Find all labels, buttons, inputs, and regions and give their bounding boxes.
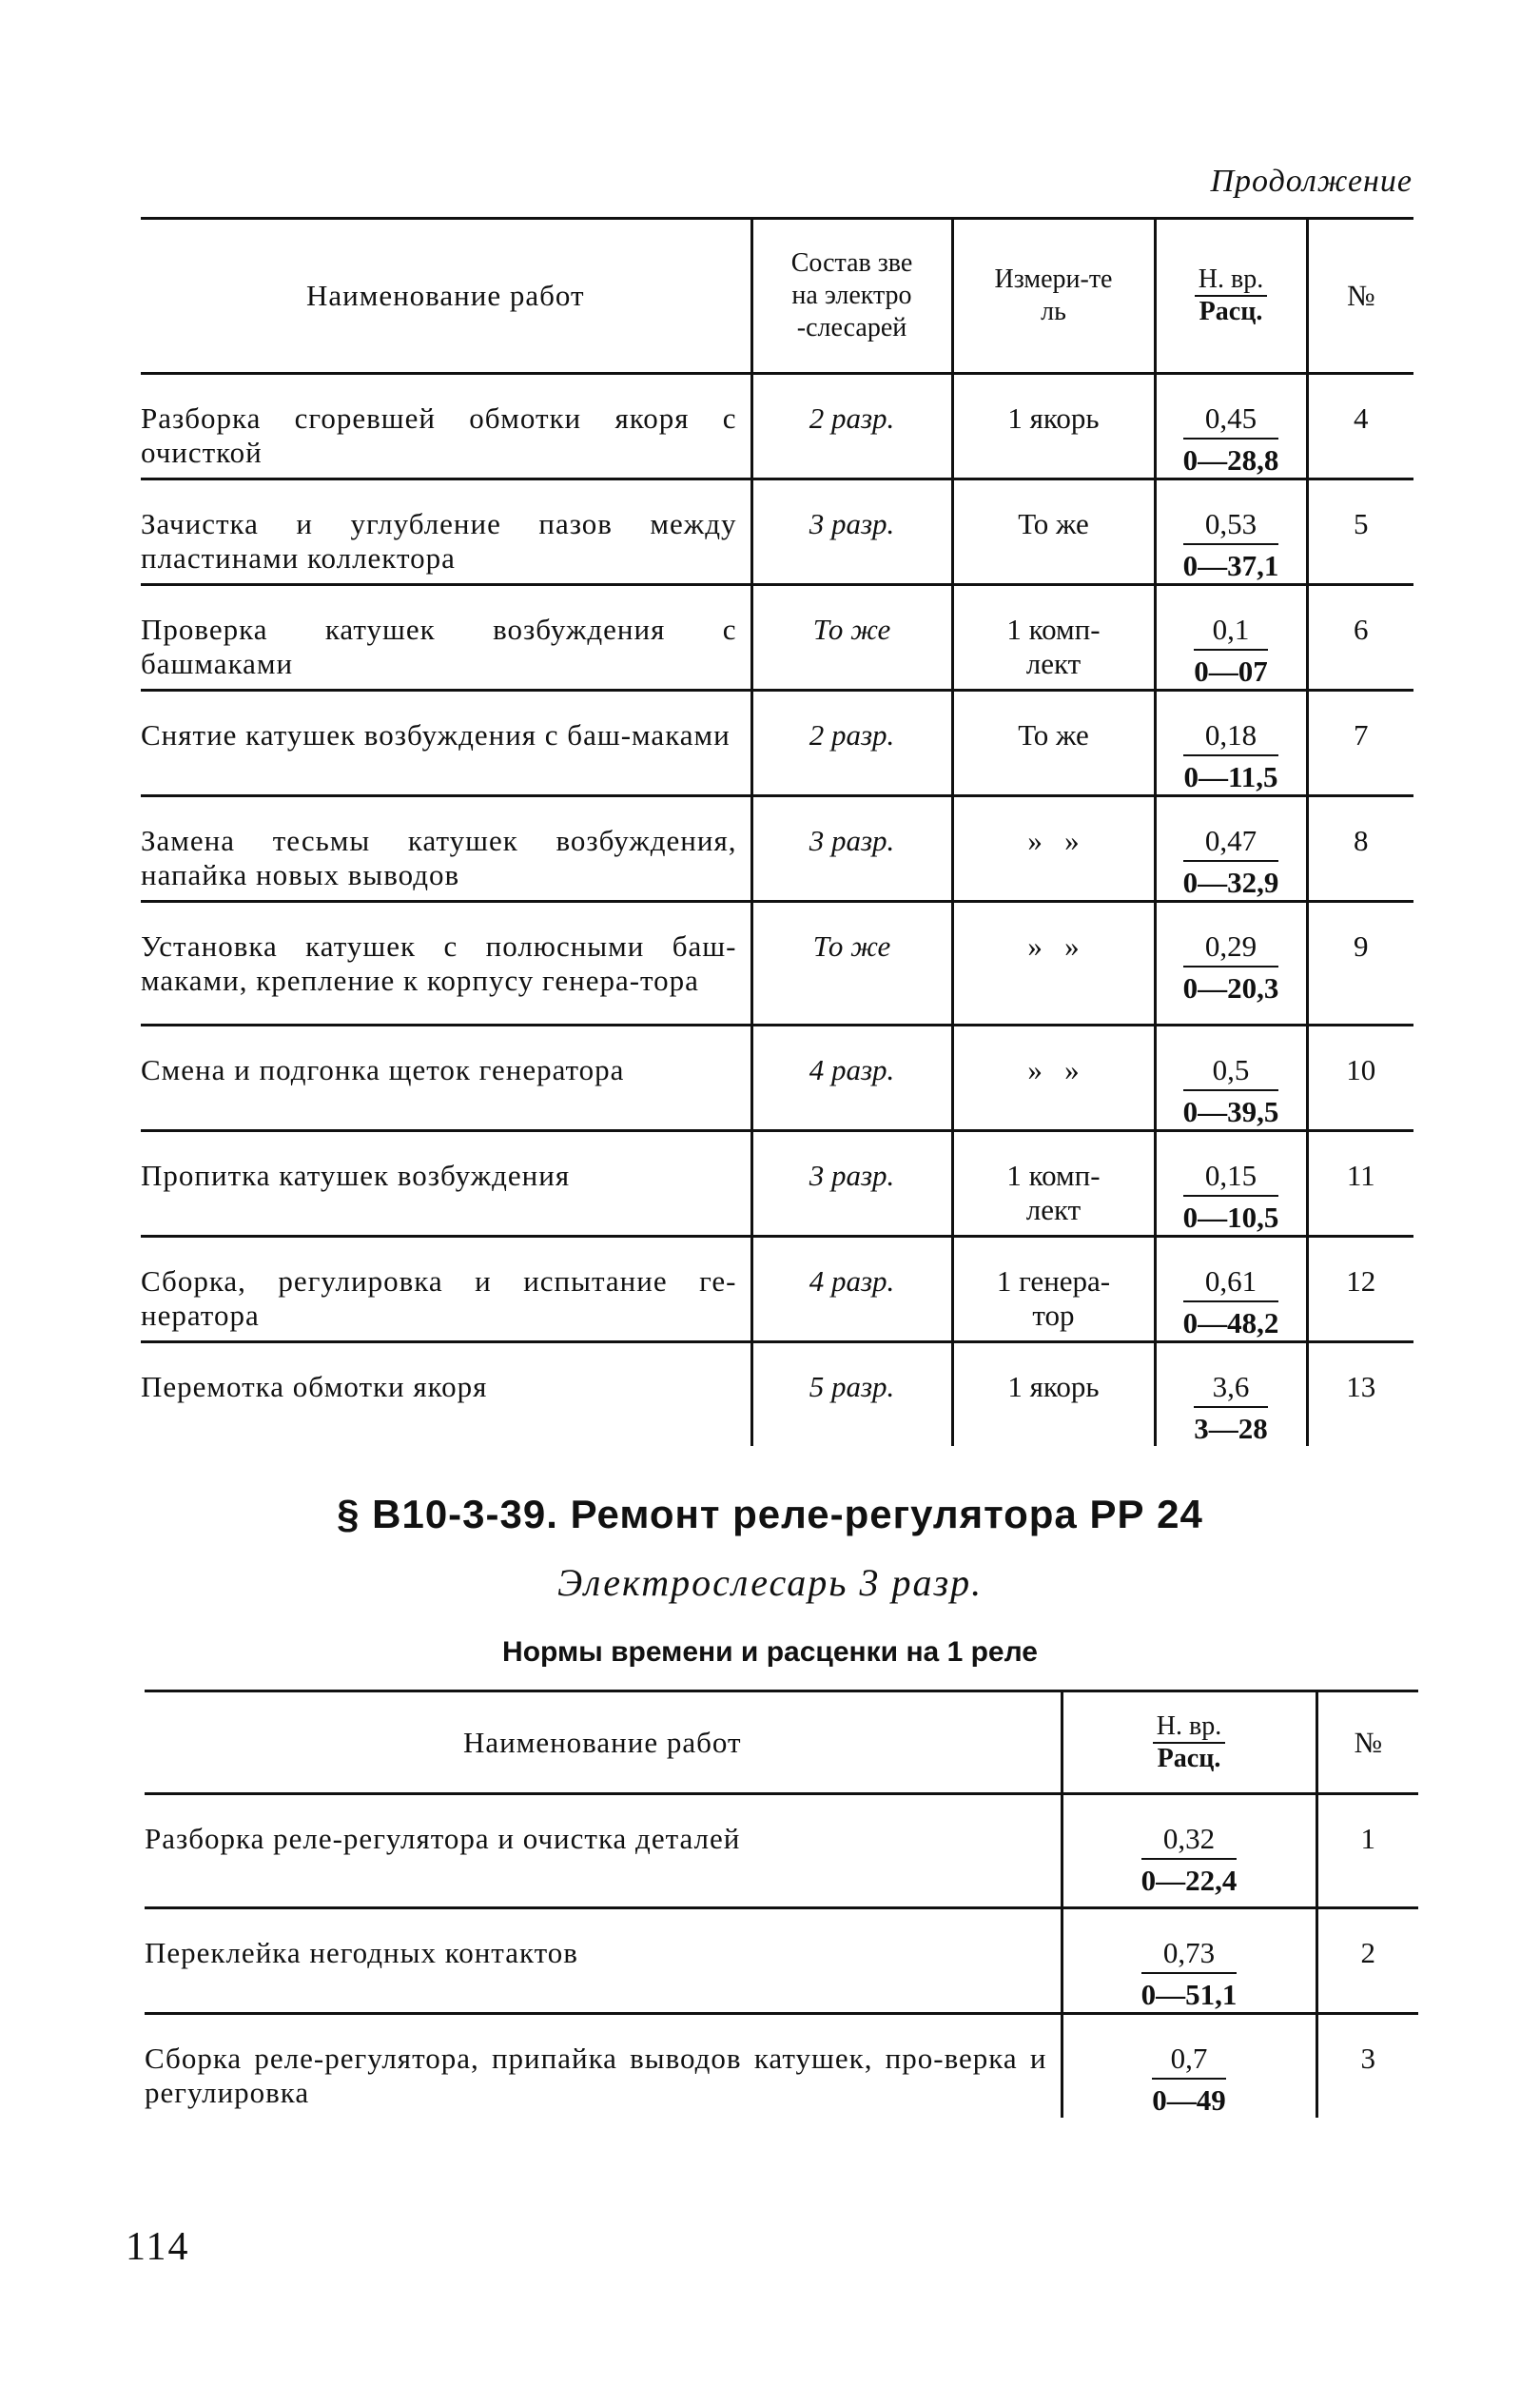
- crew-grade: 3 разр.: [751, 796, 952, 902]
- price: 0—51,1: [1140, 1978, 1238, 2011]
- row-number: 10: [1307, 1026, 1413, 1131]
- norms-title: Нормы времени и расценки на 1 реле: [502, 1636, 1038, 1668]
- crew-grade: То же: [751, 902, 952, 1026]
- time-norm: 0,18: [1183, 718, 1277, 756]
- row-number: 5: [1307, 479, 1413, 585]
- price: 0—37,1: [1182, 549, 1279, 582]
- price: 0—49: [1152, 2083, 1226, 2117]
- table-row: [141, 479, 1413, 585]
- rate-fraction: [1194, 1370, 1268, 1446]
- rate-fraction: [1183, 718, 1277, 794]
- time-norm: 0,7: [1152, 2042, 1226, 2080]
- row-number: 13: [1307, 1342, 1413, 1447]
- time-norm: 0,47: [1183, 824, 1279, 862]
- header-work-name: Наименование работ: [305, 279, 585, 312]
- rate-cell: [1062, 1794, 1316, 1908]
- row-number: 4: [1307, 374, 1413, 479]
- time-norm: 0,5: [1183, 1053, 1279, 1091]
- table-header-row: [141, 219, 1413, 374]
- work-name: Переклейка негодных контактов: [145, 1936, 578, 1969]
- header-crew-text: Состав звена электро-слесарей: [790, 248, 913, 342]
- crew-grade: 5 разр.: [751, 1342, 952, 1447]
- time-norm: 0,53: [1183, 507, 1279, 545]
- rate-fraction: [1183, 507, 1279, 583]
- row-number: 12: [1307, 1237, 1413, 1342]
- unit-text: » »: [1027, 824, 1080, 857]
- table-row: [141, 1342, 1413, 1447]
- time-norm: 0,73: [1141, 1936, 1238, 1974]
- rate-fraction: [1183, 1264, 1279, 1340]
- table-row: [141, 796, 1413, 902]
- work-name: Перемотка обмотки якоря: [141, 1370, 488, 1403]
- time-norm: 0,29: [1183, 929, 1279, 967]
- row-number: 8: [1307, 796, 1413, 902]
- rate-fraction: [1183, 1053, 1279, 1129]
- time-norm: 3,6: [1194, 1370, 1268, 1408]
- rate-cell: [1062, 2014, 1316, 2119]
- unit-cell: [952, 691, 1155, 796]
- row-number: 2: [1316, 1908, 1418, 2014]
- table-row: [141, 374, 1413, 479]
- work-name: Сборка, регулировка и испытание ге-нератора: [141, 1264, 737, 1332]
- price: 0—20,3: [1182, 971, 1279, 1005]
- rate-cell: [1155, 374, 1307, 479]
- rate-cell: [1155, 1026, 1307, 1131]
- price: 3—28: [1194, 1412, 1268, 1445]
- unit-text: То же: [1018, 507, 1089, 540]
- unit-cell: [952, 479, 1155, 585]
- time-norm: 0,32: [1141, 1822, 1238, 1860]
- header-rate-fraction: [1153, 1711, 1225, 1774]
- work-name: Зачистка и углубление пазов между пластинами коллектора: [141, 507, 737, 575]
- rate-cell: [1155, 1342, 1307, 1447]
- rate-fraction: [1141, 1822, 1238, 1898]
- header-rate: [1155, 219, 1307, 374]
- rate-cell: [1155, 1237, 1307, 1342]
- price: 0—11,5: [1183, 760, 1278, 793]
- header-work-name: Наименование работ: [462, 1725, 742, 1759]
- unit-cell: [952, 902, 1155, 1026]
- continuation-label: Продолжение: [1210, 164, 1413, 199]
- rate-fraction: [1152, 2042, 1226, 2118]
- table-row: [145, 1908, 1418, 2014]
- price: 0—28,8: [1182, 443, 1279, 477]
- row-number: 7: [1307, 691, 1413, 796]
- unit-text: 1 якорь: [1007, 401, 1100, 435]
- work-name: Сборка реле-регулятора, припайка выводов катушек, про-верка и регулировка: [145, 2042, 1047, 2109]
- rate-cell: [1155, 479, 1307, 585]
- section-title: § В10-3-39. Ремонт реле-регулятора РР 24: [337, 1492, 1203, 1536]
- work-norms-table: [141, 217, 1413, 1446]
- price: 0—39,5: [1182, 1095, 1279, 1128]
- unit-cell: [952, 1026, 1155, 1131]
- row-number: 6: [1307, 585, 1413, 691]
- table-row: [141, 691, 1413, 796]
- rate-cell: [1062, 1908, 1316, 2014]
- crew-grade: 4 разр.: [751, 1237, 952, 1342]
- header-number: №: [1316, 1691, 1418, 1794]
- unit-text: 1 якорь: [1007, 1370, 1100, 1403]
- crew-grade: 3 разр.: [751, 1131, 952, 1237]
- table-row: [141, 1131, 1413, 1237]
- section-subtitle: Электрослесарь 3 разр.: [556, 1561, 984, 1604]
- header-number: №: [1307, 219, 1413, 374]
- rate-cell: [1155, 585, 1307, 691]
- rate-fraction: [1183, 824, 1279, 900]
- crew-grade: То же: [751, 585, 952, 691]
- table-row: [141, 902, 1413, 1026]
- unit-text: » »: [1027, 1053, 1080, 1086]
- rate-cell: [1155, 1131, 1307, 1237]
- rate-cell: [1155, 796, 1307, 902]
- unit-text: То же: [1018, 718, 1089, 752]
- header-crew: [751, 219, 952, 374]
- table-row: [145, 2014, 1418, 2119]
- price: 0—32,9: [1182, 866, 1279, 899]
- work-name: Замена тесьмы катушек возбуждения, напайка новых выводов: [141, 824, 737, 891]
- unit-text: 1 генера-тор: [996, 1264, 1111, 1332]
- header-rate: [1062, 1691, 1316, 1794]
- rate-cell: [1155, 902, 1307, 1026]
- table-row: [145, 1794, 1418, 1908]
- table-row: [141, 585, 1413, 691]
- price: 0—10,5: [1182, 1201, 1279, 1234]
- rate-fraction: [1183, 401, 1279, 478]
- work-name: Проверка катушек возбуждения с башмаками: [141, 613, 737, 680]
- unit-cell: [952, 1131, 1155, 1237]
- row-number: 11: [1307, 1131, 1413, 1237]
- relay-norms-table: [145, 1690, 1418, 2118]
- crew-grade: 4 разр.: [751, 1026, 952, 1131]
- rate-fraction: [1183, 929, 1279, 1006]
- header-time-norm: Н. вр.: [1153, 1711, 1225, 1744]
- table-header-row: [145, 1691, 1418, 1794]
- work-name: Смена и подгонка щеток генератора: [141, 1053, 625, 1086]
- time-norm: 0,61: [1183, 1264, 1279, 1302]
- time-norm: 0,45: [1183, 401, 1279, 440]
- row-number: 9: [1307, 902, 1413, 1026]
- crew-grade: 2 разр.: [751, 691, 952, 796]
- row-number: 1: [1316, 1794, 1418, 1908]
- crew-grade: 2 разр.: [751, 374, 952, 479]
- header-rate-fraction: [1195, 264, 1267, 327]
- page-number: 114: [126, 2225, 190, 2269]
- time-norm: 0,15: [1183, 1159, 1279, 1197]
- rate-fraction: [1141, 1936, 1238, 2012]
- unit-cell: [952, 796, 1155, 902]
- price: 0—48,2: [1182, 1306, 1279, 1339]
- table-row: [141, 1237, 1413, 1342]
- rate-fraction: [1183, 1159, 1279, 1235]
- header-price: Расц.: [1199, 297, 1263, 326]
- unit-cell: [952, 374, 1155, 479]
- unit-cell: [952, 1237, 1155, 1342]
- header-time-norm: Н. вр.: [1195, 264, 1267, 297]
- header-unit: [952, 219, 1155, 374]
- rate-fraction: [1194, 613, 1268, 689]
- unit-text: 1 комп-лект: [1006, 1159, 1101, 1226]
- work-name: Снятие катушек возбуждения с баш-маками: [141, 718, 731, 752]
- unit-text: » »: [1027, 929, 1080, 963]
- price: 0—22,4: [1140, 1864, 1238, 1897]
- header-price: Расц.: [1157, 1743, 1221, 1773]
- header-unit-text: Измери-тель: [994, 264, 1113, 326]
- row-number: 3: [1316, 2014, 1418, 2119]
- unit-cell: [952, 585, 1155, 691]
- price: 0—07: [1194, 655, 1268, 688]
- table-row: [141, 1026, 1413, 1131]
- work-name: Разборка реле-регулятора и очистка деталей: [145, 1822, 741, 1855]
- work-name: Установка катушек с полюсными баш-маками, крепление к корпусу генера-тора: [141, 929, 737, 997]
- crew-grade: 3 разр.: [751, 479, 952, 585]
- work-name: Пропитка катушек возбуждения: [141, 1159, 571, 1192]
- unit-cell: [952, 1342, 1155, 1447]
- rate-cell: [1155, 691, 1307, 796]
- work-name: Разборка сгоревшей обмотки якоря с очисткой: [141, 401, 737, 469]
- unit-text: 1 комп-лект: [1006, 613, 1101, 680]
- time-norm: 0,1: [1194, 613, 1268, 651]
